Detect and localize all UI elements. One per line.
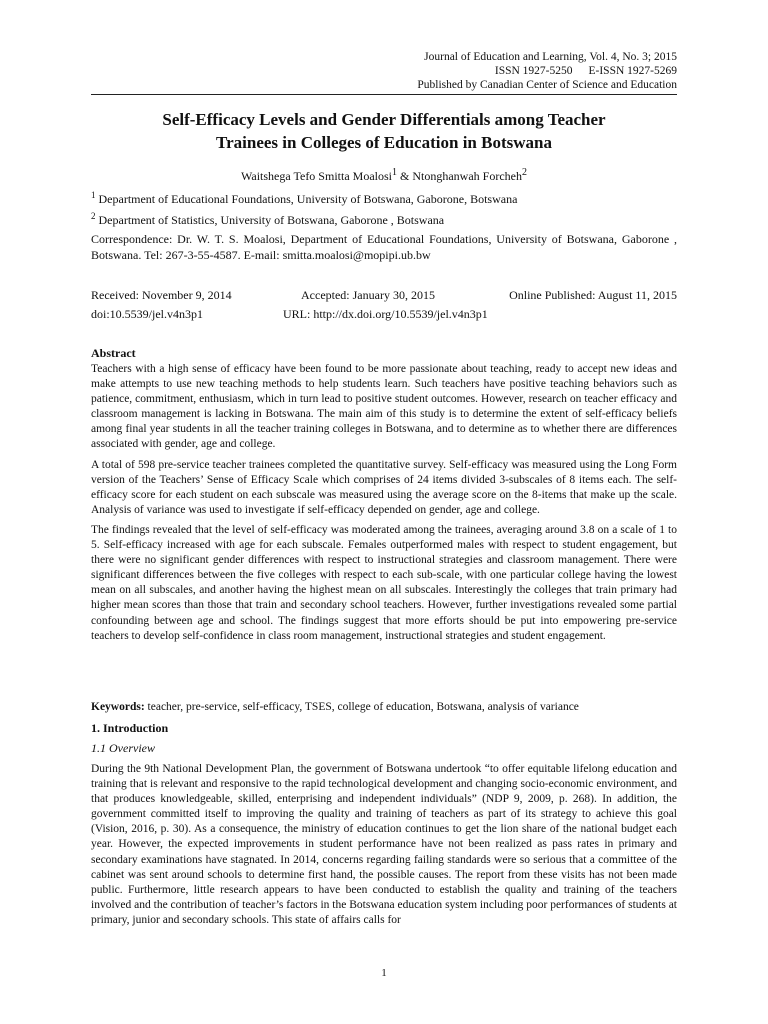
correspondence: Correspondence: Dr. W. T. S. Moalosi, Department of Educational Foundations, University of Botswana, Gaborone , Botswana. Tel: 267-3-55-4587. E-mail: smitta.moalosi@mopipi.ub.bw bbox=[91, 232, 677, 262]
abstract-paragraph: Teachers with a high sense of efficacy have been found to be more passionate about teaching, ready to accept new ideas and make attempts to use new teaching methods to help students learn. Such teachers have positive teaching behaviors such as patience, commitment, enthusiasm, which in turn lead to positive student outcomes. However, research on teacher efficacy and classroom management is lacking in Botswana. The main aim of this study is to determine the extent of self-efficacy beliefs among final year students in all the teacher training colleges in Botswana, and to determine as to whether there are differences associated with gender, age and college. bbox=[91, 363, 677, 451]
abstract-paragraph: The findings revealed that the level of self-efficacy was moderated among the trainees, averaging around 3.8 on a scale of 1 to 5. Self-efficacy increased with age for each subscale. Females outperformed males with respect to student engagement, but there were no significant gender differences with respect to instructional strategies and classroom management. There were significant differences between the five colleges with respect to each sub-scale, with one particular college having the lowest mean on all subscales, and another having the highest mean on all subscales. Interestingly the colleges that train primary had higher mean scores than those that train and secondary school teachers. However, further investigations revealed some partial confounding between age and school. The findings suggest that more efforts should be put into empowering pre-service teachers to develop self-confidence in class room management, instructional strategies and student engagement. bbox=[91, 523, 677, 642]
affiliation-2-text: Department of Statistics, University of Botswana, Gaborone , Botswana bbox=[98, 213, 445, 227]
introduction-paragraph: During the 9th National Development Plan, the government of Botswana undertook “to offer equitable lifelong education and training that is relevant and responsive to the rapid technological development and changing socio-economic environment, and that produces knowledgeable, skilled, enterprising and independent individuals” (NDP 9, 2009, p. 268). In addition, the government committed itself to improving the quality and training of teachers as part of its strategy to achieve this goal (Vision, 2016, p. 30). As a consequence, the ministry of education continues to get the lion share of the national budget each year. However, the expected improvements in student performance have not been realized as pass rates in primary and secondary examinations have stagnated. In 2014, concerns regarding failing standards were so serious that a committee of the cabinet was sent around schools to determine first hand, the possible causes. The report from these visits has not been made public. Furthermore, little research appears to have been conducted to establish the quality and training of the teachers involved and the contribution of teacher’s factors in the Botswana education system including poor performances of students at primary, junior and secondary schools. This state of affairs calls for bbox=[91, 763, 677, 926]
page-number: 1 bbox=[381, 967, 387, 979]
publication-dates bbox=[91, 287, 677, 325]
author-2-affiliation-mark: 2 bbox=[521, 167, 527, 178]
affiliation-2 bbox=[91, 209, 677, 228]
keywords-list: teacher, pre-service, self-efficacy, TSES, college of education, Botswana, analysis of variance bbox=[144, 701, 579, 713]
abstract-heading: Abstract bbox=[91, 346, 136, 360]
title-line-2: Trainees in Colleges of Education in Botswana bbox=[216, 133, 552, 152]
publisher: Published by Canadian Center of Science and Education bbox=[417, 79, 677, 91]
affiliation-2-mark: 2 bbox=[91, 211, 96, 221]
doi[interactable]: doi:10.5539/jel.v4n3p1 bbox=[91, 307, 203, 321]
keywords-label: Keywords: bbox=[91, 701, 145, 713]
article-url[interactable]: URL: http://dx.doi.org/10.5539/jel.v4n3p1 bbox=[283, 307, 488, 321]
journal-citation: Journal of Education and Learning, Vol. 4, No. 3; 2015 bbox=[424, 51, 677, 63]
header-divider bbox=[91, 94, 677, 95]
abstract-paragraph: A total of 598 pre-service teacher trainees completed the quantitative survey. Self-efficacy was measured using the Long Form version of the Teachers’ Sense of Efficacy Scale which comprises of 24 items divided 3-subscales of 8 items each. The self-efficacy score for each student on each subscale was measured using the average score on the 8-items that make up the scale. Analysis of variance was used to investigate if self-efficacy depended on gender, age and college. bbox=[91, 458, 677, 516]
keywords bbox=[91, 700, 677, 715]
author-list bbox=[91, 165, 677, 184]
issn-line bbox=[417, 64, 677, 78]
author-2: Ntonghanwah Forcheh bbox=[412, 169, 522, 183]
abstract-body bbox=[91, 362, 677, 649]
accepted-date: Accepted: January 30, 2015 bbox=[301, 288, 435, 302]
journal-header bbox=[417, 50, 677, 92]
author-1: Waitshega Tefo Smitta Moalosi bbox=[241, 169, 392, 183]
issn: ISSN 1927-5250 bbox=[494, 65, 573, 77]
introduction-body bbox=[91, 762, 677, 933]
affiliation-1 bbox=[91, 188, 677, 207]
author-1-affiliation-mark: 1 bbox=[391, 167, 397, 178]
author-separator: & bbox=[396, 169, 413, 183]
affiliation-1-text: Department of Educational Foundations, University of Botswana, Gaborone, Botswana bbox=[98, 192, 518, 206]
paper-title bbox=[91, 108, 677, 154]
title-line-1: Self-Efficacy Levels and Gender Differentials among Teacher bbox=[162, 110, 606, 129]
overview-subheading: 1.1 Overview bbox=[91, 741, 155, 755]
received-date: Received: November 9, 2014 bbox=[91, 288, 232, 302]
affiliation-1-mark: 1 bbox=[91, 190, 96, 200]
eissn: E-ISSN 1927-5269 bbox=[588, 65, 677, 77]
published-date: Online Published: August 11, 2015 bbox=[509, 288, 677, 302]
introduction-heading: 1. Introduction bbox=[91, 721, 169, 735]
